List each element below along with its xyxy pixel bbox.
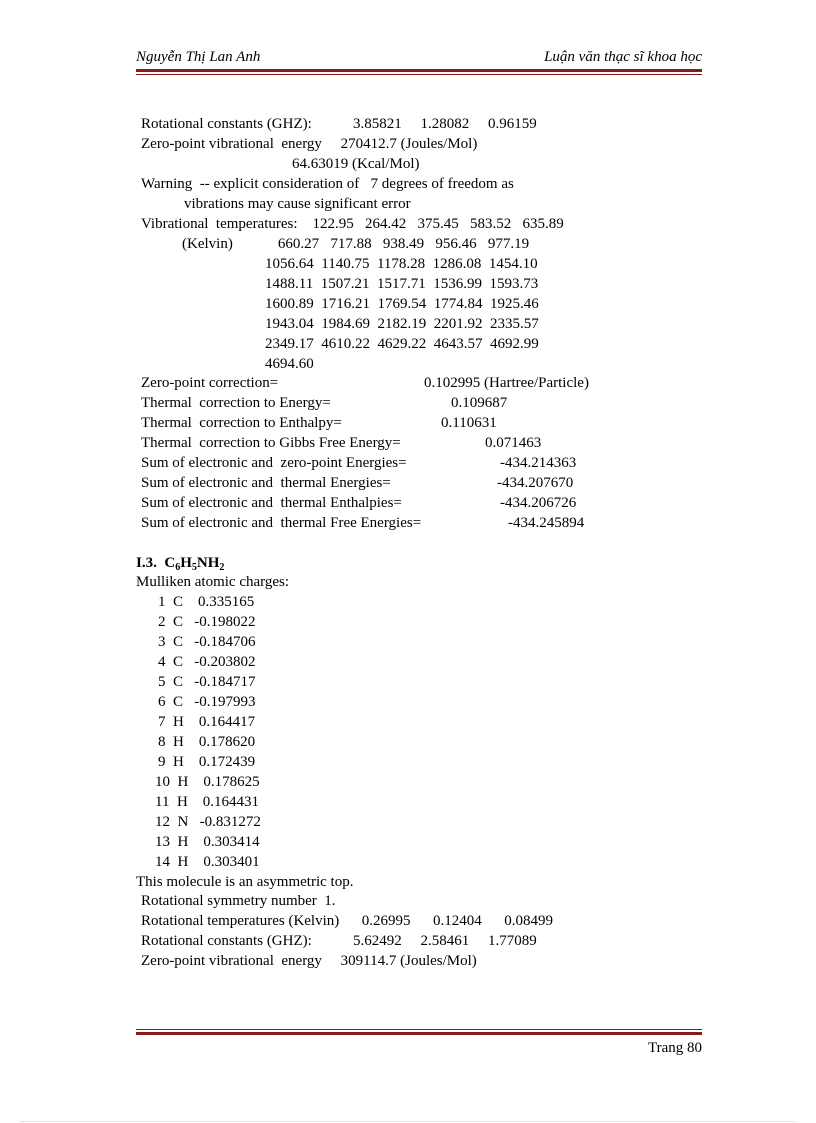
- vibrational-temperatures: Vibrational temperatures: 122.95 264.42 375.45 583.52 635.89: [141, 216, 564, 232]
- rotational-temperatures: Rotational temperatures (Kelvin) 0.26995 0.12404 0.08499: [141, 913, 554, 929]
- thermo-value: 0.110631: [441, 415, 497, 431]
- charge-row: 7 H 0.164417: [158, 714, 256, 730]
- thermo-label: Zero-point correction=: [141, 375, 279, 391]
- charge-row: 11 H 0.164431: [155, 794, 260, 810]
- thermo-value: -434.214363: [500, 455, 577, 471]
- thermo-label: Sum of electronic and zero-point Energies=: [141, 455, 407, 471]
- rotational-constants-2: Rotational constants (GHZ): 5.62492 2.58461 1.77089: [141, 933, 537, 949]
- footer-rule-thin: [136, 1029, 702, 1030]
- zpe-line-2: Zero-point vibrational energy 309114.7 (Joules/Mol): [141, 953, 477, 969]
- vibrational-row: 4694.60: [265, 356, 314, 372]
- page-header: [136, 49, 702, 69]
- vibrational-row: 2349.17 4610.22 4629.22 4643.57 4692.99: [265, 336, 539, 352]
- thermo-label: Thermal correction to Energy=: [141, 395, 331, 411]
- charge-row: 8 H 0.178620: [158, 734, 256, 750]
- thermo-value: -434.245894: [508, 515, 585, 531]
- header-thesis-title: Luận văn thạc sĩ khoa học: [544, 49, 702, 65]
- warning-line-2: vibrations may cause significant error: [184, 196, 411, 212]
- thermo-label: Sum of electronic and thermal Enthalpies=: [141, 495, 402, 511]
- thermo-label: Sum of electronic and thermal Energies=: [141, 475, 391, 491]
- mulliken-label: Mulliken atomic charges:: [136, 574, 290, 590]
- zpe-kcal: 64.63019 (Kcal/Mol): [292, 156, 420, 172]
- charge-row: 3 C -0.184706: [158, 634, 256, 650]
- charge-row: 5 C -0.184717: [158, 674, 256, 690]
- footer-rule: [136, 1032, 702, 1035]
- asymmetric-top-line: This molecule is an asymmetric top.: [136, 874, 354, 890]
- page-number: Trang 80: [647, 1040, 702, 1056]
- thermo-value: 0.109687: [451, 395, 508, 411]
- thermo-label: Thermal correction to Enthalpy=: [141, 415, 342, 431]
- charge-row: 13 H 0.303414: [155, 834, 260, 850]
- page-edge: [20, 1121, 796, 1122]
- thermo-label: Thermal correction to Gibbs Free Energy=: [141, 435, 401, 451]
- charge-row: 10 H 0.178625: [155, 774, 260, 790]
- header-author: Nguyễn Thị Lan Anh: [136, 49, 261, 65]
- charge-row: 4 C -0.203802: [158, 654, 256, 670]
- charge-row: 12 N -0.831272: [155, 814, 261, 830]
- charge-row: 14 H 0.303401: [155, 854, 260, 870]
- charge-row: 2 C -0.198022: [158, 614, 256, 630]
- header-rule-thin: [136, 74, 702, 75]
- charge-row: 6 C -0.197993: [158, 694, 256, 710]
- thermo-value: 0.071463: [485, 435, 542, 451]
- thermo-value: 0.102995 (Hartree/Particle): [424, 375, 589, 391]
- warning-line-1: Warning -- explicit consideration of 7 degrees of freedom as: [141, 176, 514, 192]
- thermo-value: -434.207670: [497, 475, 574, 491]
- thermo-label: Sum of electronic and thermal Free Energies=: [141, 515, 422, 531]
- thermo-value: -434.206726: [500, 495, 577, 511]
- vibrational-kelvin-row: (Kelvin) 660.27 717.88 938.49 956.46 977.19: [182, 236, 530, 252]
- section-number: I.3.: [136, 555, 157, 571]
- charge-row: 9 H 0.172439: [158, 754, 256, 770]
- section-heading: [136, 553, 224, 573]
- vibrational-row: 1056.64 1140.75 1178.28 1286.08 1454.10: [265, 256, 538, 272]
- vibrational-row: 1943.04 1984.69 2182.19 2201.92 2335.57: [265, 316, 539, 332]
- header-rule: [136, 69, 702, 72]
- rotational-symmetry: Rotational symmetry number 1.: [141, 893, 336, 909]
- vibrational-row: 1488.11 1507.21 1517.71 1536.99 1593.73: [265, 276, 539, 292]
- charge-row: 1 C 0.335165: [158, 594, 255, 610]
- formula-c6h5nh2: $C_6H_5NH_2$: [164, 555, 225, 573]
- rotational-constants: Rotational constants (GHZ): 3.85821 1.28082 0.96159: [141, 116, 537, 132]
- vibrational-row: 1600.89 1716.21 1769.54 1774.84 1925.46: [265, 296, 539, 312]
- zpe-line: Zero-point vibrational energy 270412.7 (Joules/Mol): [141, 136, 478, 152]
